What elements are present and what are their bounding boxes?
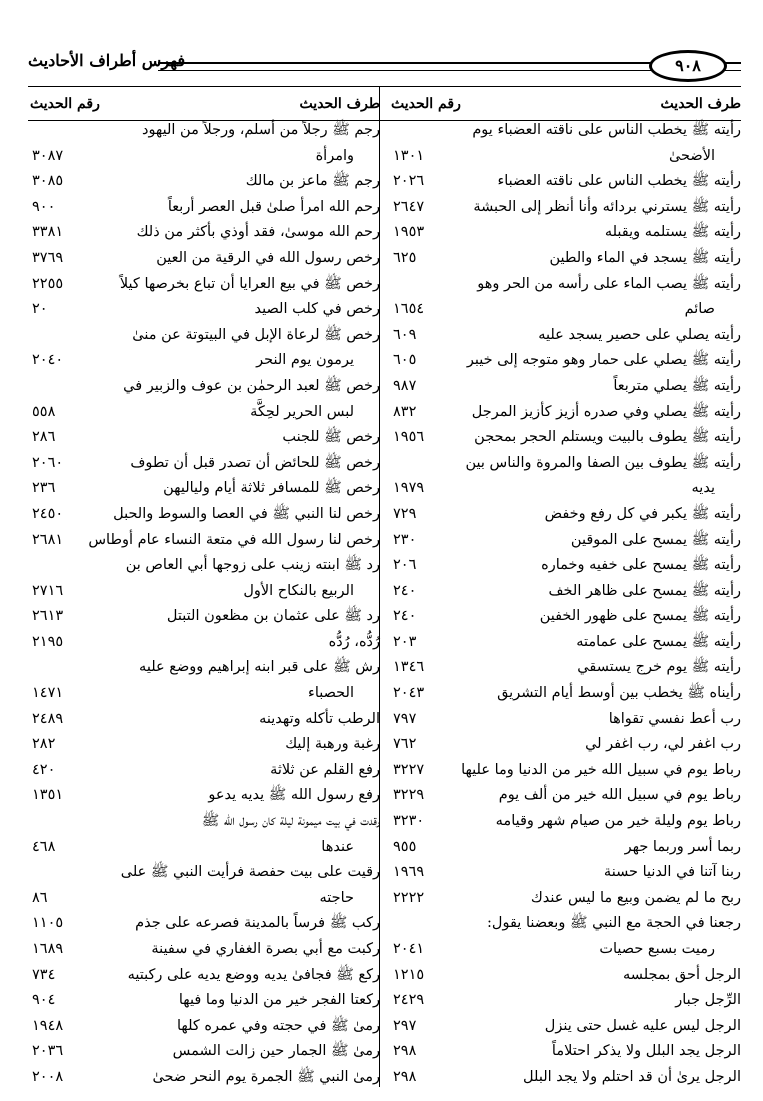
hadith-text: رجم ﷺ ماعز بن مالك — [245, 173, 380, 190]
hadith-number: ١٢١٥ — [393, 966, 425, 983]
hadith-text: رباط يوم في سبيل الله خير من ألف يوم — [498, 787, 741, 804]
hadith-text: رأيته ﷺ يطوف بين الصفا والمروة والناس بين — [465, 454, 741, 471]
index-entry — [28, 937, 380, 963]
entry-line — [28, 400, 380, 426]
hadith-text: رخص رسول الله في الرقية من العين — [156, 249, 380, 266]
hadith-number: ٢٤٠ — [393, 608, 417, 625]
hadith-number: ١٦٥٤ — [393, 301, 425, 318]
hadith-number: ٢٩٧ — [393, 1017, 417, 1034]
entry-line — [389, 374, 741, 400]
index-entry — [28, 1014, 380, 1040]
hadith-number: ١٤٧١ — [32, 685, 64, 702]
index-entry — [389, 732, 741, 758]
entry-line — [28, 758, 380, 784]
hadith-text: رباط يوم في سبيل الله خير من الدنيا وما عليها — [461, 761, 741, 778]
hadith-text: رخص ﷺ لرعاة الإبل في البيتوتة عن منىٰ — [132, 326, 380, 343]
hadith-text: الرجل أحق بمجلسه — [623, 966, 741, 983]
hadith-number: ١٣٠١ — [393, 147, 425, 164]
hadith-text: رأيته ﷺ يسترني بردائه وأنا أنظر إلى الحبشة — [473, 198, 741, 215]
entry-line — [28, 451, 380, 477]
index-entry — [28, 655, 380, 706]
entry-line — [389, 246, 741, 272]
index-entry — [389, 758, 741, 784]
hadith-number: ٤٦٨ — [32, 838, 56, 855]
entry-line — [28, 835, 380, 861]
hadith-text: الرجل يجد البلل ولا يذكر احتلاماً — [551, 1043, 741, 1060]
hadith-text: رجم ﷺ رجلاً من أسلم، ورجلاً من اليهود — [141, 122, 380, 138]
hadith-number: ٩٥٥ — [393, 838, 417, 855]
hadith-number: ٢٤٨٩ — [32, 710, 64, 727]
entry-line — [28, 988, 380, 1014]
hadith-number-heading: رقم الحديث — [391, 96, 461, 112]
index-entry — [28, 963, 380, 989]
hadith-number: ٣٢٣٠ — [393, 813, 425, 830]
entry-line — [389, 297, 741, 323]
entry-line — [28, 707, 380, 733]
hadith-text: رخص في كلب الصيد — [254, 301, 380, 318]
hadith-text: رب اغفر لي، رب اغفر لي — [585, 736, 741, 753]
hadith-number: ٩٠٠ — [32, 198, 56, 215]
index-entry — [389, 835, 741, 861]
entry-line — [28, 937, 380, 963]
hadith-text: رأيته ﷺ يكبر في كل رفع وخفض — [544, 505, 741, 522]
entry-line — [28, 195, 380, 221]
index-entry — [28, 451, 380, 477]
hadith-text: رخص ﷺ للحائض أن تصدر قبل أن تطوف — [130, 454, 380, 471]
hadith-number: ٦٢٥ — [393, 249, 417, 266]
index-entry — [28, 604, 380, 630]
hadith-number: ٢٢٢٢ — [393, 889, 425, 906]
hadith-number: ٢٠٣ — [393, 633, 417, 650]
hadith-number: ٢٠٠٨ — [32, 1068, 64, 1085]
hadith-number: ٤٢٠ — [32, 761, 56, 778]
entry-line — [28, 476, 380, 502]
hadith-number: ١١٠٥ — [32, 915, 64, 932]
entry-line — [28, 963, 380, 989]
entry-line — [389, 502, 741, 528]
entry-line — [389, 681, 741, 707]
index-entry — [389, 604, 741, 630]
index-entry — [389, 707, 741, 733]
hadith-number: ١٣٤٦ — [393, 659, 425, 676]
hadith-text: رب أعط نفسي تقواها — [608, 710, 741, 727]
entry-line — [28, 502, 380, 528]
index-entry — [28, 809, 380, 860]
hadith-number: ٣٢٢٧ — [393, 761, 425, 778]
hadith-text: الرِّجل جبار — [675, 992, 741, 1009]
entry-line — [389, 835, 741, 861]
entry-line — [28, 911, 380, 937]
entry-line — [28, 528, 380, 554]
index-entry — [389, 374, 741, 400]
index-entry — [28, 911, 380, 937]
entry-line — [389, 860, 741, 886]
hadith-number: ١٩٤٨ — [32, 1017, 64, 1034]
hadith-number: ٣٠٨٧ — [32, 147, 64, 164]
index-entry — [389, 400, 741, 426]
index-entry — [28, 707, 380, 733]
index-entry — [28, 630, 380, 656]
hadith-text: رباط يوم وليلة خير من صيام شهر وقيامه — [495, 813, 741, 830]
index-entry — [28, 195, 380, 221]
hadith-number: ٦٠٥ — [393, 352, 417, 369]
entry-line — [389, 400, 741, 426]
hadith-number: ٢٦٨١ — [32, 531, 64, 548]
hadith-text: الرجل ليس عليه غسل حتى ينزل — [544, 1017, 741, 1034]
hadith-text: حاجته — [319, 889, 354, 906]
index-entry — [28, 425, 380, 451]
entry-line — [28, 220, 380, 246]
hadith-number: ٣٧٦٩ — [32, 249, 64, 266]
entry-line — [28, 272, 380, 298]
index-entry — [389, 425, 741, 451]
hadith-text: ركع ﷺ فجافىٰ يديه ووضع يديه على ركبتيه — [127, 966, 380, 983]
index-entry — [28, 758, 380, 784]
entry-line — [28, 246, 380, 272]
hadith-text: رأيته ﷺ يصلي وفي صدره أزيز كأزيز المرجل — [471, 403, 741, 420]
hadith-number: ٧٣٤ — [32, 966, 56, 983]
hadith-number: ٨٣٢ — [393, 403, 417, 420]
entry-line — [389, 655, 741, 681]
hadith-text: رأيته ﷺ يصلي على حمار وهو متوجه إلى خيبر — [466, 352, 741, 369]
entry-line — [389, 604, 741, 630]
entry-line — [389, 886, 741, 912]
index-entry — [28, 1039, 380, 1065]
hadith-text: يرمون يوم النحر — [256, 352, 354, 369]
page-number: ٩٠٨ — [649, 50, 727, 82]
hadith-text: رأيته ﷺ يصلي متربعاً — [613, 377, 741, 394]
hadith-number: ٢٩٨ — [393, 1068, 417, 1085]
hadith-number: ١٩٥٣ — [393, 224, 425, 241]
hadith-number: ٢٠٤٣ — [393, 685, 425, 702]
entry-line — [28, 169, 380, 195]
hadith-text: رأيته ﷺ يمسح على ظهور الخفين — [539, 608, 741, 625]
entry-list — [28, 118, 380, 1091]
hadith-number: ١٩٥٦ — [393, 429, 425, 446]
entry-line — [389, 195, 741, 221]
hadith-text: رخص لنا النبي ﷺ في العصا والسوط والحبل — [113, 505, 380, 522]
hadith-text: رخص ﷺ لعبد الرحمٰن بن عوف والزبير في — [123, 377, 380, 394]
entry-line — [389, 963, 741, 989]
hadith-number: ٧٢٩ — [393, 505, 417, 522]
hadith-text: رُدُّه، رُدُّه — [328, 633, 380, 650]
hadith-text: رخص ﷺ في بيع العرايا أن تباع بخرصها كيلاً — [119, 275, 380, 292]
index-entry — [389, 579, 741, 605]
hadith-number: ٢٧١٦ — [32, 582, 64, 599]
hadith-number: ٢٤٥٠ — [32, 505, 64, 522]
hadith-text: عندها — [321, 838, 354, 855]
hadith-number: ٢٨٦ — [32, 429, 56, 446]
running-title: فهرس أطراف الأحاديث — [28, 51, 186, 70]
hadith-text: رحم الله امرأ صلىٰ قبل العصر أربعاً — [167, 198, 380, 215]
hadith-text: رأيته ﷺ يمسح على خفيه وخماره — [541, 557, 741, 574]
hadith-text: ركب ﷺ فرساً بالمدينة فصرعه على جذم — [135, 915, 380, 932]
hadith-text: رأيته ﷺ يسجد في الماء والطين — [549, 249, 741, 266]
hadith-text: رأيته ﷺ يمسح على ظاهر الخف — [548, 582, 741, 599]
index-entry — [389, 886, 741, 912]
hadith-number: ٢٠٦ — [393, 557, 417, 574]
index-entry — [389, 195, 741, 221]
hadith-number: ٢٠٤١ — [393, 941, 425, 957]
page-header — [28, 48, 741, 88]
hadith-text: رخص ﷺ للجنب — [282, 429, 380, 446]
hadith-number: ٢٠٢٦ — [393, 173, 425, 190]
hadith-text: رأيته ﷺ يستلمه ويقبله — [604, 224, 741, 241]
column-head — [28, 90, 380, 118]
hadith-text: رفع القلم عن ثلاثة — [270, 761, 380, 778]
hadith-text: رمىٰ ﷺ الجمار حين زالت الشمس — [172, 1043, 380, 1060]
hadith-number: ٢٢٥٥ — [32, 275, 64, 292]
entry-list — [389, 118, 741, 1091]
hadith-number: ٢٠٣٦ — [32, 1043, 64, 1060]
hadith-number: ٢٨٢ — [32, 736, 56, 753]
hadith-text: رأيته يصلي على حصير يسجد عليه — [538, 326, 741, 343]
entry-line — [389, 937, 741, 963]
entry-line — [389, 783, 741, 809]
entry-line — [389, 809, 741, 835]
hadith-number: ٢٣٦ — [32, 480, 56, 497]
hadith-text: ربنا آتنا في الدنيا حسنة — [603, 864, 741, 881]
hadith-number: ٣٣٨١ — [32, 224, 64, 241]
index-entry — [389, 528, 741, 554]
entry-line — [28, 1014, 380, 1040]
hadith-text: رميت بسبع حصيات — [599, 941, 715, 957]
entry-line — [389, 1014, 741, 1040]
hadith-text-heading: طرف الحديث — [299, 96, 380, 112]
hadith-text: رأيته ﷺ يوم خرج يستسقي — [577, 659, 741, 676]
entry-line — [389, 579, 741, 605]
index-entry — [389, 502, 741, 528]
index-entry — [28, 502, 380, 528]
entry-line — [28, 604, 380, 630]
hadith-text: رأيته ﷺ يصب الماء على رأسه من الحر وهو — [477, 275, 741, 292]
hadith-number: ٢٤٠ — [393, 582, 417, 599]
hadith-text: ربح ما لم يضمن وبيع ما ليس عندك — [530, 889, 741, 906]
hadith-text: رأيته ﷺ يخطب الناس على ناقته العضباء يوم — [472, 122, 741, 138]
index-entry — [389, 963, 741, 989]
entry-line — [389, 1065, 741, 1091]
hadith-number: ٩٠٤ — [32, 992, 56, 1009]
hadith-number: ٢٠٦٠ — [32, 454, 64, 471]
index-entry — [389, 169, 741, 195]
hadith-text: الأضحىٰ — [668, 147, 715, 164]
hadith-number: ٢٠ — [32, 301, 48, 318]
hadith-number: ٢٤٢٩ — [393, 992, 425, 1009]
hadith-number: ٢١٩٥ — [32, 633, 64, 650]
hadith-text: رفع رسول الله ﷺ يديه يدعو — [208, 787, 380, 804]
index-entry — [28, 220, 380, 246]
entry-line — [389, 144, 741, 170]
hadith-number: ٢٣٠ — [393, 531, 417, 548]
hadith-number: ٥٥٨ — [32, 403, 56, 420]
index-entry — [28, 732, 380, 758]
hadith-number: ١٣٥١ — [32, 787, 64, 804]
index-entry — [28, 246, 380, 272]
index-entry — [28, 988, 380, 1014]
entry-line — [389, 988, 741, 1014]
index-entry — [389, 348, 741, 374]
hadith-number: ٧٩٧ — [393, 710, 417, 727]
index-entry — [28, 860, 380, 911]
hadith-text: يديه — [691, 480, 715, 497]
index-entry — [389, 118, 741, 169]
index-entry — [28, 169, 380, 195]
entry-line — [389, 220, 741, 246]
index-entry — [389, 451, 741, 502]
hadith-number: ١٩٦٩ — [393, 864, 425, 881]
hadith-text: الربيع بالنكاح الأول — [243, 582, 354, 599]
hadith-text: الرجل يرىٰ أن قد احتلم ولا يجد البلل — [523, 1068, 741, 1085]
entry-line — [28, 681, 380, 707]
hadith-number: ٢٩٨ — [393, 1043, 417, 1060]
hadith-text: رأيناه ﷺ يخطب بين أوسط أيام التشريق — [497, 685, 741, 702]
hadith-text: ركعتا الفجر خير من الدنيا وما فيها — [178, 992, 380, 1009]
hadith-text: رخص لنا رسول الله في متعة النساء عام أوطاس — [88, 531, 380, 548]
index-entry — [28, 374, 380, 425]
column-head — [389, 90, 741, 118]
header-divider — [28, 86, 741, 87]
index-entry — [28, 297, 380, 323]
hadith-text: صائم — [684, 301, 715, 318]
hadith-number: ٢٦٤٧ — [393, 198, 425, 215]
entry-line — [389, 707, 741, 733]
entry-line — [28, 783, 380, 809]
hadith-number: ٧٦٢ — [393, 736, 417, 753]
entry-line — [389, 630, 741, 656]
hadith-text: لبس الحرير لحِكَّة — [250, 403, 354, 420]
entry-line — [28, 297, 380, 323]
entry-line — [28, 1039, 380, 1065]
hadith-text: رحم الله موسىٰ، فقد أوذي بأكثر من ذلك — [136, 224, 380, 241]
index-entry — [28, 528, 380, 554]
hadith-text: رخص ﷺ للمسافر ثلاثة أيام ولياليهن — [163, 480, 380, 497]
hadith-number: ٢٠٤٠ — [32, 352, 64, 369]
entry-line — [28, 630, 380, 656]
index-entry — [389, 988, 741, 1014]
entry-line — [389, 348, 741, 374]
index-entry — [28, 783, 380, 809]
index-entry — [389, 272, 741, 323]
index-entry — [389, 220, 741, 246]
index-entry — [28, 553, 380, 604]
index-entry — [389, 630, 741, 656]
left-column — [28, 90, 380, 1091]
hadith-number: ٢٦١٣ — [32, 608, 64, 625]
hadith-number: ١٦٨٩ — [32, 941, 64, 957]
index-entry — [389, 809, 741, 835]
hadith-text: رقيت على بيت حفصة فرأيت النبي ﷺ على — [120, 864, 380, 881]
hadith-number-heading: رقم الحديث — [30, 96, 100, 112]
entry-line — [389, 732, 741, 758]
hadith-text: رأيته ﷺ يمسح على الموقين — [570, 531, 741, 548]
hadith-text: الرطب تأكله وتهدينه — [259, 710, 380, 727]
index-entry — [389, 911, 741, 962]
entry-line — [28, 348, 380, 374]
hadith-text: الحصباء — [308, 685, 354, 702]
entry-line — [389, 425, 741, 451]
hadith-text: رغبة ورهبة إليك — [285, 736, 380, 753]
index-entry — [28, 272, 380, 298]
hadith-number: ٩٨٧ — [393, 377, 417, 394]
entry-line — [389, 553, 741, 579]
hadith-text: وامرأة — [315, 147, 354, 164]
entry-line — [28, 1065, 380, 1091]
entry-line — [28, 144, 380, 170]
hadith-text: رقدت في بيت ميمونة ليلة كان رسول الله ﷺ — [201, 813, 380, 830]
hadith-text: رجعنا في الحجة مع النبي ﷺ وبعضنا يقول: — [487, 915, 741, 932]
index-entry — [28, 323, 380, 374]
index-entry — [28, 1065, 380, 1091]
entry-line — [28, 732, 380, 758]
index-entry — [389, 860, 741, 886]
entry-line — [389, 476, 741, 502]
hadith-text: ربما أسر وربما جهر — [624, 838, 741, 855]
index-entry — [389, 323, 741, 349]
entry-line — [28, 886, 380, 912]
hadith-text: رأيته ﷺ يخطب الناس على ناقته العضباء — [497, 173, 741, 190]
hadith-text: رأيته ﷺ يمسح على عمامته — [576, 633, 741, 650]
hadith-text: رد ﷺ ابنته زينب على زوجها أبي العاص بن — [125, 557, 380, 574]
index-entry — [389, 783, 741, 809]
index-entry — [389, 1065, 741, 1091]
entry-line — [28, 425, 380, 451]
index-entry — [389, 655, 741, 681]
hadith-number: ٦٠٩ — [393, 326, 417, 343]
index-entry — [389, 681, 741, 707]
hadith-text: رش ﷺ على قبر ابنه إبراهيم ووضع عليه — [139, 659, 380, 676]
entry-line — [389, 758, 741, 784]
index-entry — [389, 553, 741, 579]
hadith-text: رمىٰ ﷺ في حجته وفي عمره كلها — [177, 1017, 380, 1034]
entry-line — [389, 169, 741, 195]
hadith-number: ٨٦ — [32, 889, 48, 906]
index-entry — [389, 1039, 741, 1065]
entry-line — [389, 1039, 741, 1065]
hadith-text-heading: طرف الحديث — [660, 96, 741, 112]
hadith-text: ركبت مع أبي بصرة الغفاري في سفينة — [151, 941, 380, 957]
hadith-number: ٣٠٨٥ — [32, 173, 64, 190]
index-entry — [28, 476, 380, 502]
hadith-text: رد ﷺ على عثمان بن مظعون التبتل — [166, 608, 380, 625]
index-entry — [389, 1014, 741, 1040]
hadith-text: رمىٰ النبي ﷺ الجمرة يوم النحر ضحىٰ — [152, 1068, 380, 1085]
entry-line — [28, 579, 380, 605]
index-entry — [28, 118, 380, 169]
hadith-text: رأيته ﷺ يطوف بالبيت ويستلم الحجر بمحجن — [474, 429, 741, 446]
entry-line — [389, 323, 741, 349]
right-column — [389, 90, 741, 1091]
entry-line — [389, 528, 741, 554]
hadith-number: ١٩٧٩ — [393, 480, 425, 497]
hadith-number: ٣٢٢٩ — [393, 787, 425, 804]
index-entry — [389, 246, 741, 272]
